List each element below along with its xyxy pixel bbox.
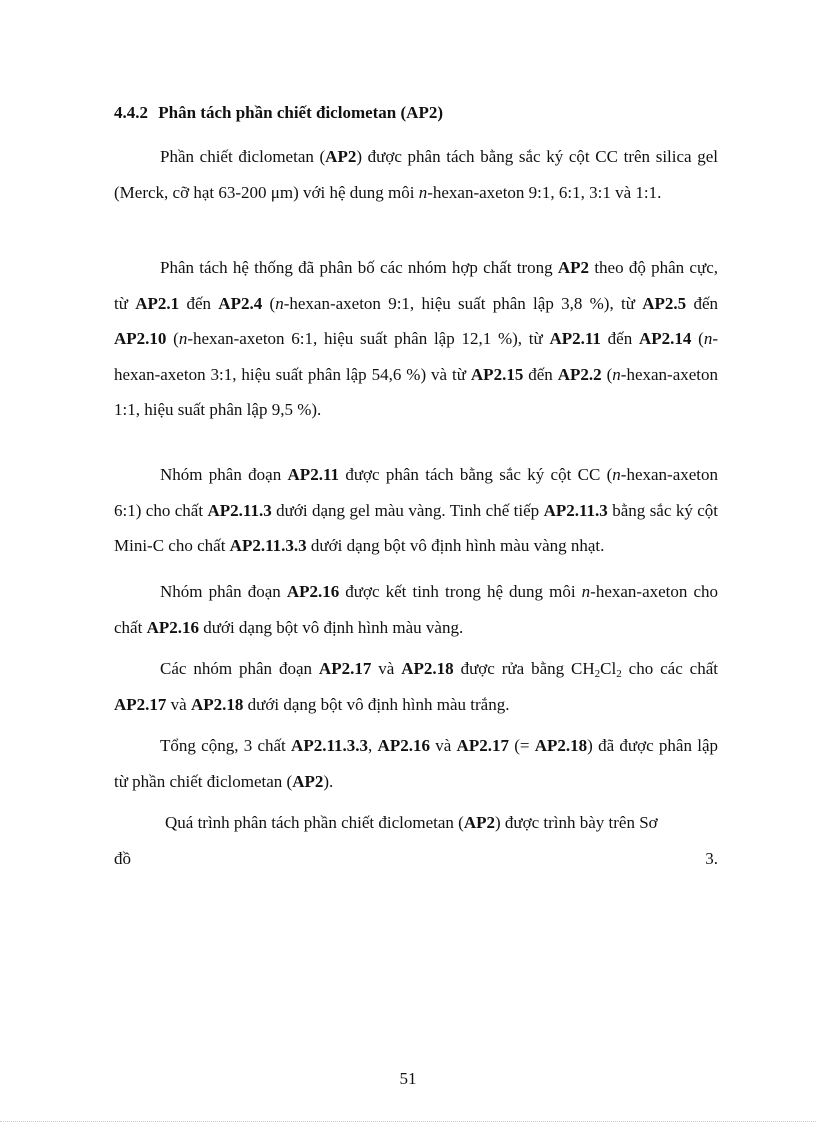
section-number: 4.4.2 xyxy=(114,103,148,122)
section-heading xyxy=(114,102,443,124)
page-number: 51 xyxy=(399,1069,417,1088)
section-title: Phân tách phần chiết điclometan (AP2) xyxy=(158,103,443,122)
paragraph-separation-method: Phần chiết điclometan (AP2) được phân tách bằng sắc ký cột CC trên silica gel (Merck, cỡ hạt 63-200 μm) với hệ dung môi n-hexan-axeton 9:1, 6:1, 3:1 và 1:1. xyxy=(114,147,718,202)
paragraph-scheme-reference: Quá trình phân tách phần chiết điclometan (AP2) được trình bày trên Sơ đồ 3. xyxy=(114,813,718,868)
paragraph-summary: Tổng cộng, 3 chất AP2.11.3.3, AP2.16 và AP2.17 (= AP2.18) đã được phân lập từ phần chiết điclometan (AP2). xyxy=(114,736,718,791)
paragraph-fraction-ap2-11: Nhóm phân đoạn AP2.11 được phân tách bằng sắc ký cột CC (n-hexan-axeton 6:1) cho chất AP2.11.3 dưới dạng gel màu vàng. Tinh chế tiếp AP2.11.3 bằng sắc ký cột Mini-C cho chất AP2.11.3.3 dưới dạng bột vô định hình màu vàng nhạt. xyxy=(114,465,719,555)
paragraph-fraction-distribution: Phân tách hệ thống đã phân bố các nhóm hợp chất trong AP2 theo độ phân cực, từ AP2.1 đến AP2.4 (n-hexan-axeton 9:1, hiệu suất phân lập 3,8 %), từ AP2.5 đến AP2.10 (n-hexan-axeton 6:1, hiệu suất phân lập 12,1 %), từ AP2.11 đến AP2.14 (n-hexan-axeton 3:1, hiệu suất phân lập 54,6 %) và từ AP2.15 đến AP2.2 (n-hexan-axeton 1:1, hiệu suất phân lập 9,5 %). xyxy=(114,258,719,419)
paragraph-fraction-ap2-16: Nhóm phân đoạn AP2.16 được kết tinh trong hệ dung môi n-hexan-axeton cho chất AP2.16 dưới dạng bột vô định hình màu vàng. xyxy=(114,582,719,637)
paragraph-fraction-ap2-17-18: Các nhóm phân đoạn AP2.17 và AP2.18 được rửa bằng $CH_2Cl_2$ cho các chất AP2.17 và AP2.18 dưới dạng bột vô định hình màu trắng. xyxy=(114,659,718,714)
page-bottom-divider xyxy=(0,1121,816,1122)
